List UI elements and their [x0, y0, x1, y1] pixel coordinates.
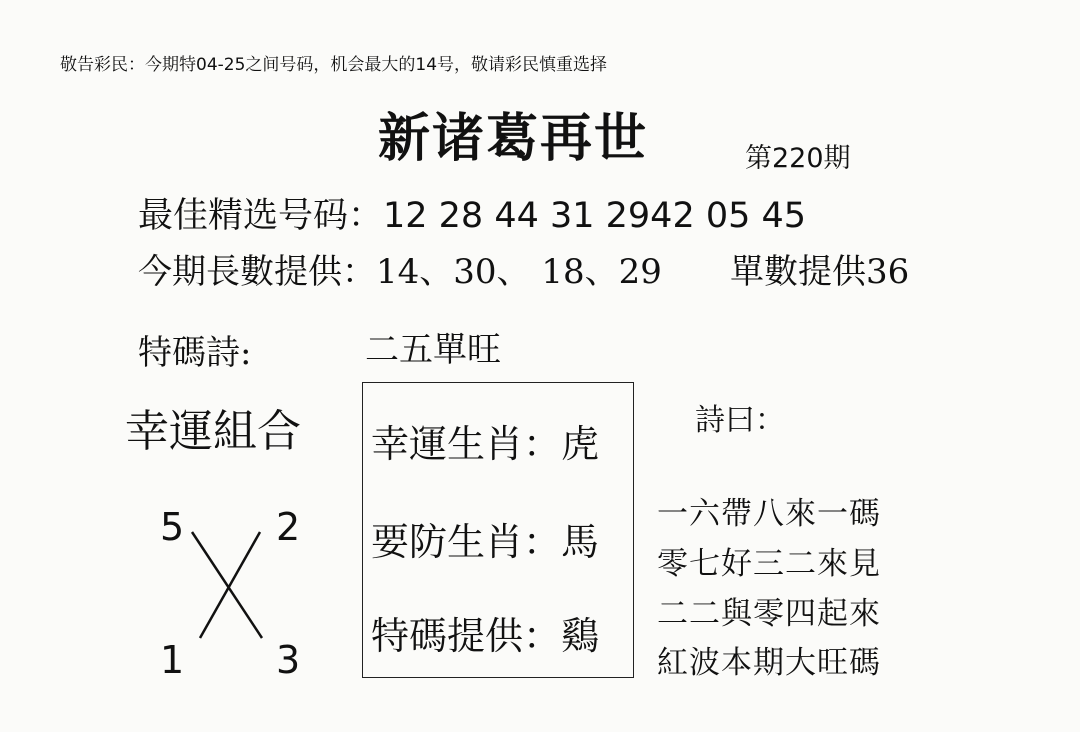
poem-line: 一六帶八來一碼 [657, 496, 881, 532]
special-poem-label: 特碼詩: [138, 333, 252, 373]
poem-line: 二二與零四起來 [657, 596, 881, 632]
zodiac-box [362, 382, 634, 678]
guard-zodiac: 要防生肖：馬 [371, 520, 600, 564]
poem-line: 零七好三二來見 [657, 546, 881, 582]
combo-number-top-right: 2 [276, 505, 301, 549]
combo-number-bottom-right: 3 [276, 638, 301, 682]
poem-heading: 詩曰： [695, 403, 785, 438]
page-title: 新诸葛再世 [378, 109, 649, 169]
issue-number: 第220期 [745, 143, 851, 174]
even-numbers: 今期長數提供：14、30、 18、29 [138, 252, 662, 292]
combo-number-bottom-left: 1 [160, 638, 185, 682]
best-numbers: 最佳精选号码：12 28 44 31 2942 05 45 [138, 196, 807, 236]
lucky-combo-title: 幸運組合 [125, 406, 301, 457]
cross-lines-icon [190, 528, 270, 643]
notice-text: 敬告彩民：今期特04-25之间号码，机会最大的14号，敬请彩民慎重选择 [60, 55, 608, 75]
poem-line: 紅波本期大旺碼 [657, 645, 881, 681]
combo-number-top-left: 5 [160, 505, 185, 549]
special-zodiac: 特碼提供：鷄 [371, 614, 600, 658]
lucky-zodiac: 幸運生肖：虎 [371, 422, 600, 466]
odd-numbers: 單數提供36 [730, 252, 910, 292]
special-poem-value: 二五單旺 [365, 330, 501, 370]
